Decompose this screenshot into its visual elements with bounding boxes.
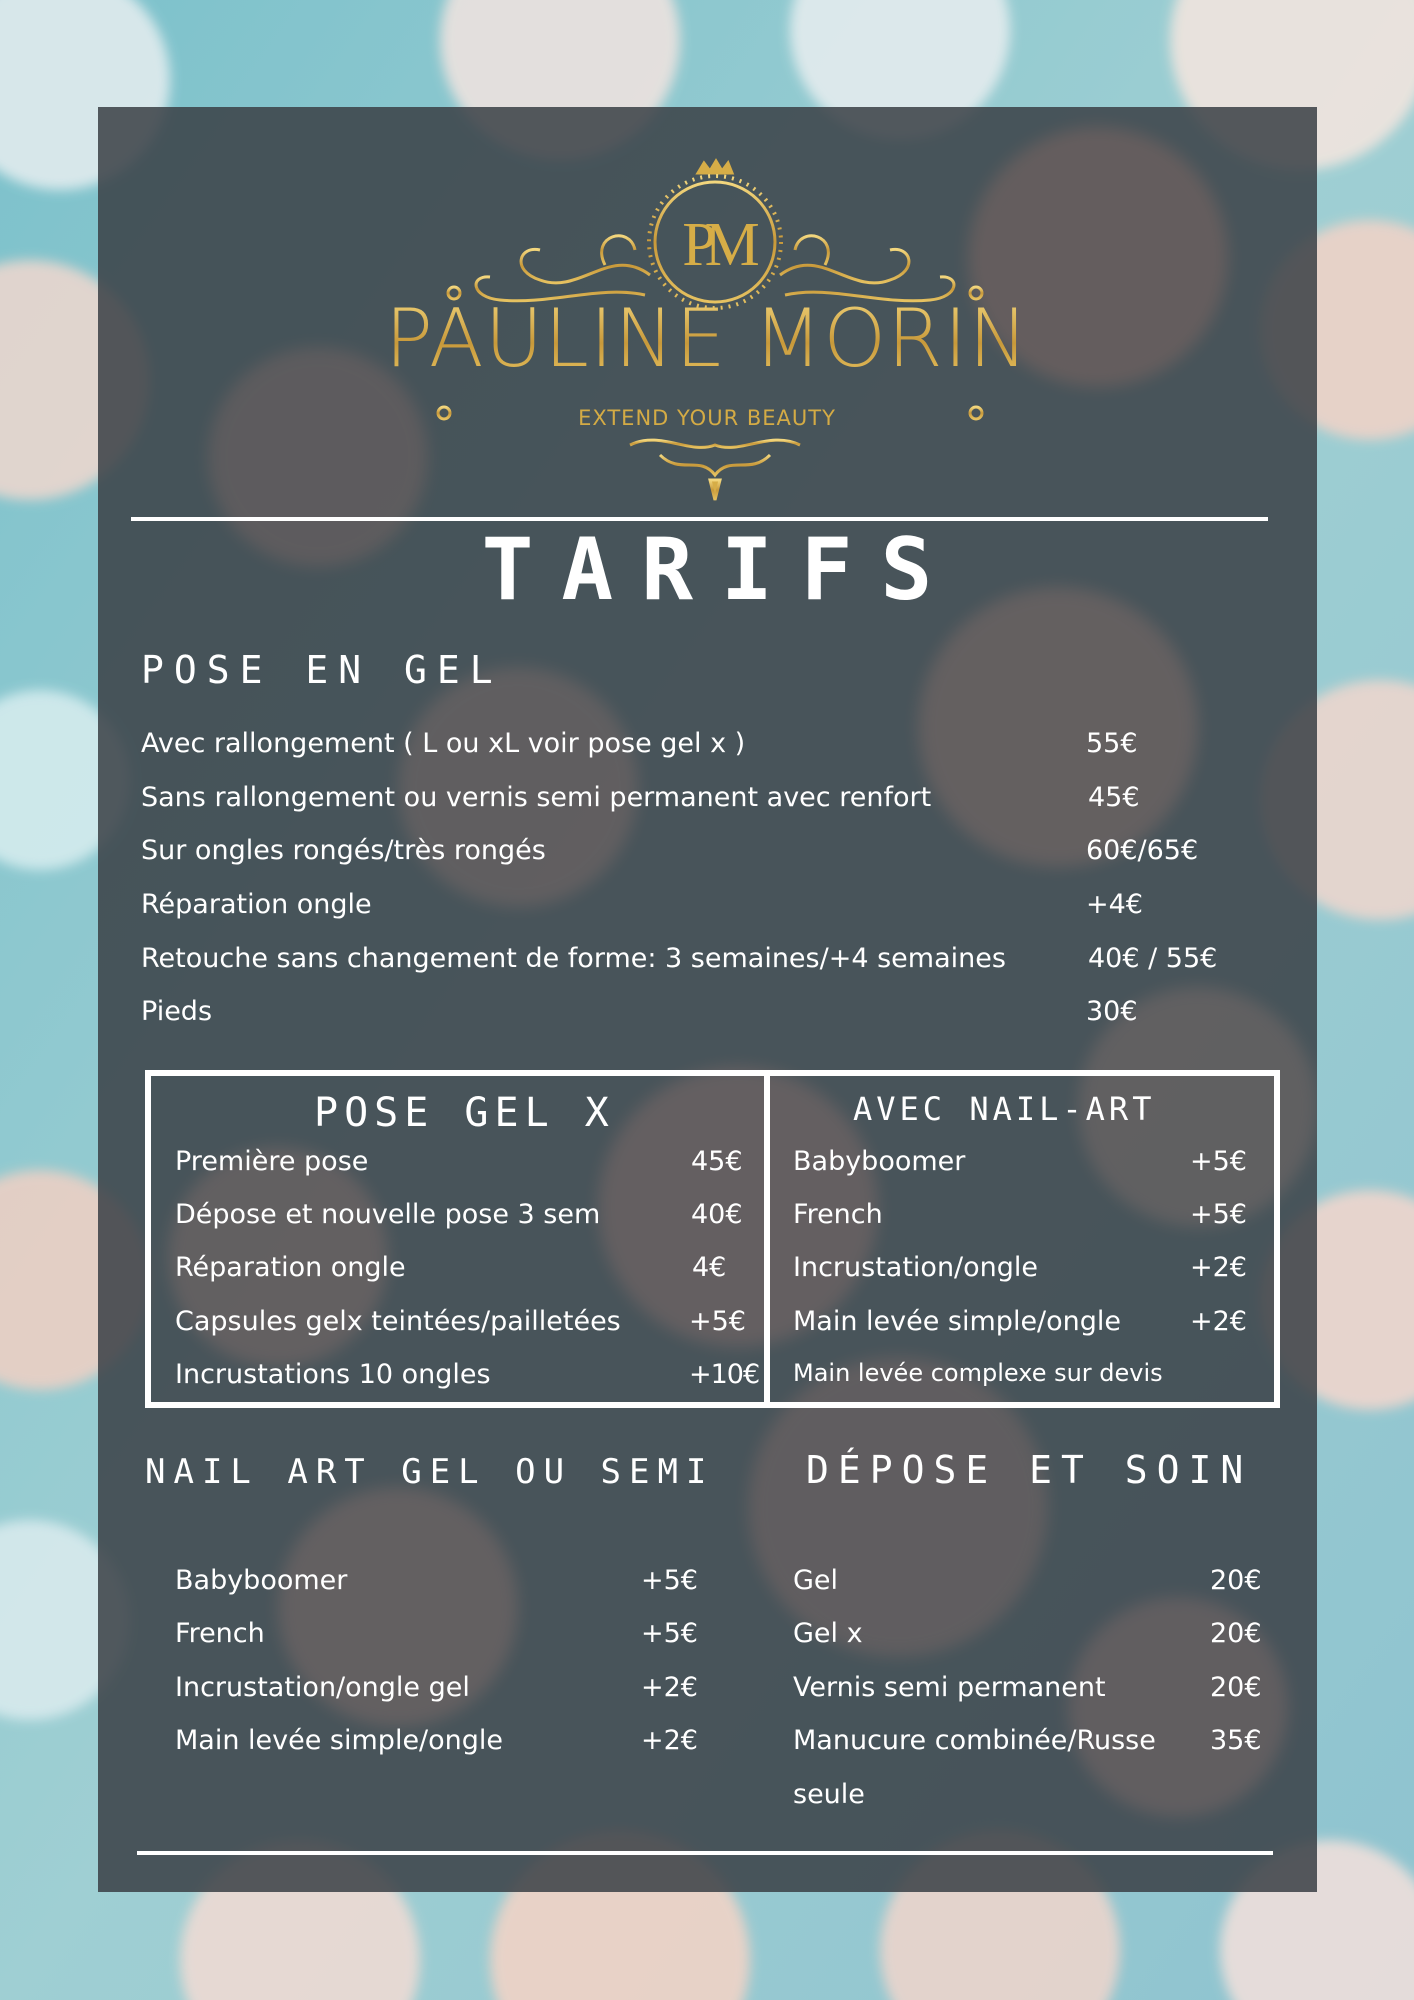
- list-item-price: +2€: [1190, 1252, 1247, 1283]
- list-item-price: 4€: [692, 1252, 727, 1283]
- list-item: [141, 889, 372, 920]
- list-item: Incrustations 10 ongles: [175, 1359, 491, 1390]
- list-item-continuation: seule: [793, 1779, 865, 1810]
- list-item: Babyboomer: [793, 1146, 966, 1177]
- logo-monogram: PM: [682, 211, 748, 279]
- section-heading-pose-gel-x: POSE GEL X: [314, 1090, 615, 1136]
- list-item-price: 45€: [1088, 782, 1140, 813]
- section-heading-nail-art-gel-ou-semi: NAIL ART GEL OU SEMI: [145, 1452, 715, 1492]
- list-item: [141, 996, 212, 1027]
- bottom-divider: [137, 1851, 1273, 1855]
- item-label: Sans rallongement ou vernis semi permanent avec renfort: [141, 782, 932, 813]
- list-item-price: 35€: [1210, 1725, 1262, 1756]
- list-item-price: +2€: [641, 1725, 698, 1756]
- nail-art-note: Main levée complexe sur devis: [793, 1359, 1163, 1387]
- list-item: Incrustation/ongle gel: [175, 1672, 470, 1703]
- list-item: [141, 943, 1006, 974]
- item-label: Réparation ongle: [141, 889, 372, 920]
- list-item: Première pose: [175, 1146, 369, 1177]
- brand-name: PAULINE MORIN: [0, 292, 1414, 385]
- item-label: Retouche sans changement de forme: 3 semaines/+4 semaines: [141, 943, 1006, 974]
- item-label: Sur ongles rongés/très rongés: [141, 835, 546, 866]
- list-item: [141, 782, 931, 813]
- list-item-price: +5€: [689, 1306, 746, 1337]
- list-item-price: 20€: [1210, 1672, 1262, 1703]
- list-item-price: 45€: [691, 1146, 743, 1177]
- list-item: French: [175, 1618, 265, 1649]
- list-item-price: 40€: [691, 1199, 743, 1230]
- list-item: [141, 835, 546, 866]
- list-item-price: 55€: [1086, 728, 1138, 759]
- list-item-price: +2€: [641, 1672, 698, 1703]
- list-item-price: +5€: [641, 1618, 698, 1649]
- list-item: [141, 728, 745, 759]
- list-item: Main levée simple/ongle: [175, 1725, 504, 1756]
- list-item: Gel x: [793, 1618, 863, 1649]
- list-item: Capsules gelx teintées/pailletées: [175, 1306, 621, 1337]
- item-label: Avec rallongement ( L ou xL voir pose gel x ): [141, 728, 746, 759]
- list-item-price: +5€: [1190, 1146, 1247, 1177]
- list-item-price: +5€: [1190, 1199, 1247, 1230]
- list-item-price: 60€/65€: [1086, 835, 1199, 866]
- brand-tagline: EXTEND YOUR BEAUTY: [578, 406, 836, 430]
- list-item: Babyboomer: [175, 1565, 348, 1596]
- list-item-price: 40€ / 55€: [1088, 943, 1218, 974]
- list-item: Incrustation/ongle: [793, 1252, 1039, 1283]
- list-item-price: +5€: [641, 1565, 698, 1596]
- section-heading-pose-en-gel: POSE EN GEL: [141, 648, 503, 692]
- list-item: Réparation ongle: [175, 1252, 406, 1283]
- list-item-price: +10€: [689, 1359, 760, 1390]
- list-item-price: +2€: [1190, 1306, 1247, 1337]
- list-item: Main levée simple/ongle: [793, 1306, 1122, 1337]
- page-title: TARIFS: [481, 520, 961, 620]
- list-item: Dépose et nouvelle pose 3 sem: [175, 1199, 601, 1230]
- list-item-price: 30€: [1086, 996, 1138, 1027]
- item-label: Pieds: [141, 996, 213, 1027]
- section-heading-depose-et-soin: DÉPOSE ET SOIN: [806, 1448, 1253, 1492]
- list-item-price: 20€: [1210, 1565, 1262, 1596]
- list-item-price: 20€: [1210, 1618, 1262, 1649]
- list-item: French: [793, 1199, 883, 1230]
- list-item: Vernis semi permanent: [793, 1672, 1106, 1703]
- section-heading-avec-nail-art: AVEC NAIL-ART: [853, 1090, 1156, 1128]
- list-item-price: +4€: [1086, 889, 1143, 920]
- list-item: Manucure combinée/Russe: [793, 1725, 1156, 1756]
- list-item: Gel: [793, 1565, 839, 1596]
